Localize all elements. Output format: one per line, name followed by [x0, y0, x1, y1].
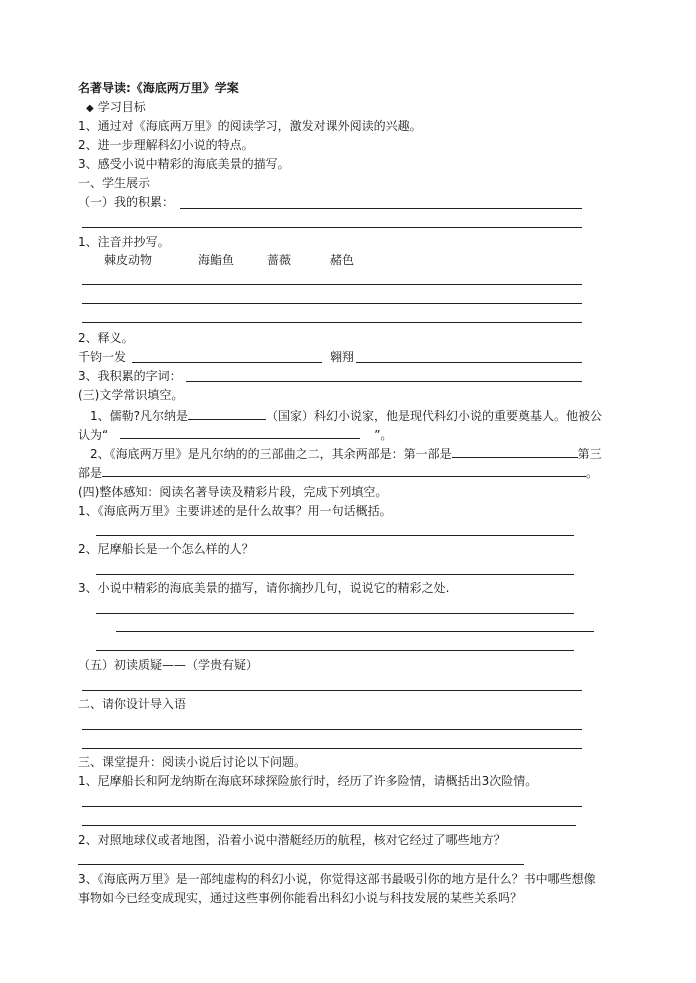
answer-line[interactable] [96, 535, 574, 536]
answer-line[interactable] [82, 322, 582, 323]
section3-q1: 1、尼摩船长和阿龙纳斯在海底环球探险旅行时，经历了许多险情，请概括出3次险情。 [78, 774, 538, 788]
literary-q2-text: 。 [586, 466, 599, 480]
literary-q2-text: 第三 [577, 447, 602, 461]
pinyin-label: 1、注音并抄写。 [78, 235, 170, 249]
literary-q2 [90, 444, 602, 462]
answer-line[interactable] [82, 825, 576, 826]
overall-q3: 3、小说中精彩的海底美景的描写，请你摘抄几句，说说它的精彩之处. [78, 581, 450, 595]
section3-q2: 2、对照地球仪或者地图，沿着小说中潜艇经历的航程，核对它经过了哪些地方？ [78, 833, 506, 847]
literary-q2-text: 2、《海底两万里》是凡尔纳的的三部曲之二，其余两部是：第一部是 [90, 447, 452, 461]
explain-label: 2、释义。 [78, 331, 134, 345]
overall-q2: 2、尼摩船长是一个怎么样的人？ [78, 542, 254, 556]
literary-q1-text: （国家）科幻小说家，他是现代科幻小说的重要奠基人。他被公 [266, 409, 603, 423]
answer-line[interactable] [96, 613, 574, 614]
objective-item: 1、通过对《海底两万里》的阅读学习，激发对课外阅读的兴趣。 [78, 119, 422, 133]
pinyin-word: 蔷薇 [267, 253, 292, 267]
answer-line[interactable] [82, 690, 582, 691]
objectives-heading-text: 学习目标 [97, 100, 146, 114]
answer-line[interactable] [82, 284, 582, 285]
literary-q1-cont [78, 425, 392, 443]
literary-q2-cont [78, 463, 598, 481]
explain-item: 千钧一发 [78, 350, 127, 364]
pinyin-word: 海鮨鱼 [198, 253, 235, 267]
section3-q3-cont: 事物如今已经变成现实，通过这些事例你能看出科幻小说与科技发展的某些关系吗？ [78, 891, 523, 905]
accumulate-label: （一）我的积累： [78, 195, 175, 209]
answer-line[interactable] [132, 362, 322, 363]
diamond-bullet-icon: ◆ [86, 103, 94, 114]
objectives-heading [86, 99, 146, 117]
literary-q1 [90, 406, 602, 424]
literary-q1-text: 1、儒勒?凡尔纳是 [90, 409, 189, 423]
section3-heading: 三、课堂提升：阅读小说后讨论以下问题。 [78, 755, 307, 769]
section2-heading: 二、请你设计导入语 [78, 697, 187, 711]
explain-item: 翱翔 [330, 350, 355, 364]
section3-q3: 3、《海底两万里》是一部纯虚构的科幻小说，你觉得这部书最吸引你的地方是什么？书中哪些想像 [78, 872, 596, 886]
blank-line[interactable] [452, 444, 578, 458]
my-words-label: 3、我积累的字词： [78, 369, 182, 383]
answer-line[interactable] [96, 574, 574, 575]
literary-q1-text: ”。 [374, 428, 393, 442]
answer-line[interactable] [78, 864, 524, 865]
literary-q1-text: 认为“ [78, 428, 109, 442]
blank-line[interactable] [120, 425, 360, 439]
answer-line[interactable] [82, 748, 582, 749]
answer-line[interactable] [116, 631, 594, 632]
section1-heading: 一、学生展示 [78, 176, 151, 190]
answer-line[interactable] [82, 303, 582, 304]
objective-item: 3、感受小说中精彩的海底美景的描写。 [78, 157, 290, 171]
answer-line[interactable] [96, 650, 574, 651]
literary-q2-text: 部是 [78, 466, 103, 480]
answer-line[interactable] [82, 227, 582, 228]
answer-line[interactable] [180, 208, 582, 209]
answer-line[interactable] [82, 729, 582, 730]
answer-line[interactable] [186, 381, 582, 382]
blank-line[interactable] [102, 463, 586, 477]
blank-line[interactable] [188, 406, 266, 420]
answer-line[interactable] [82, 806, 582, 807]
pinyin-word: 棘皮动物 [104, 253, 153, 267]
overall-q1: 1、《海底两万里》主要讲述的是什么故事？用一句话概括。 [78, 504, 392, 518]
doubt-heading: （五）初读质疑——（学贵有疑） [78, 658, 259, 672]
objective-item: 2、进一步理解科幻小说的特点。 [78, 138, 254, 152]
pinyin-word: 赭色 [330, 253, 355, 267]
page-title: 名著导读:《海底两万里》学案 [78, 81, 239, 95]
answer-line[interactable] [356, 362, 582, 363]
literary-heading: (三)文学常识填空。 [78, 388, 184, 402]
overall-heading: (四)整体感知：阅读名著导读及精彩片段，完成下列填空。 [78, 485, 388, 499]
